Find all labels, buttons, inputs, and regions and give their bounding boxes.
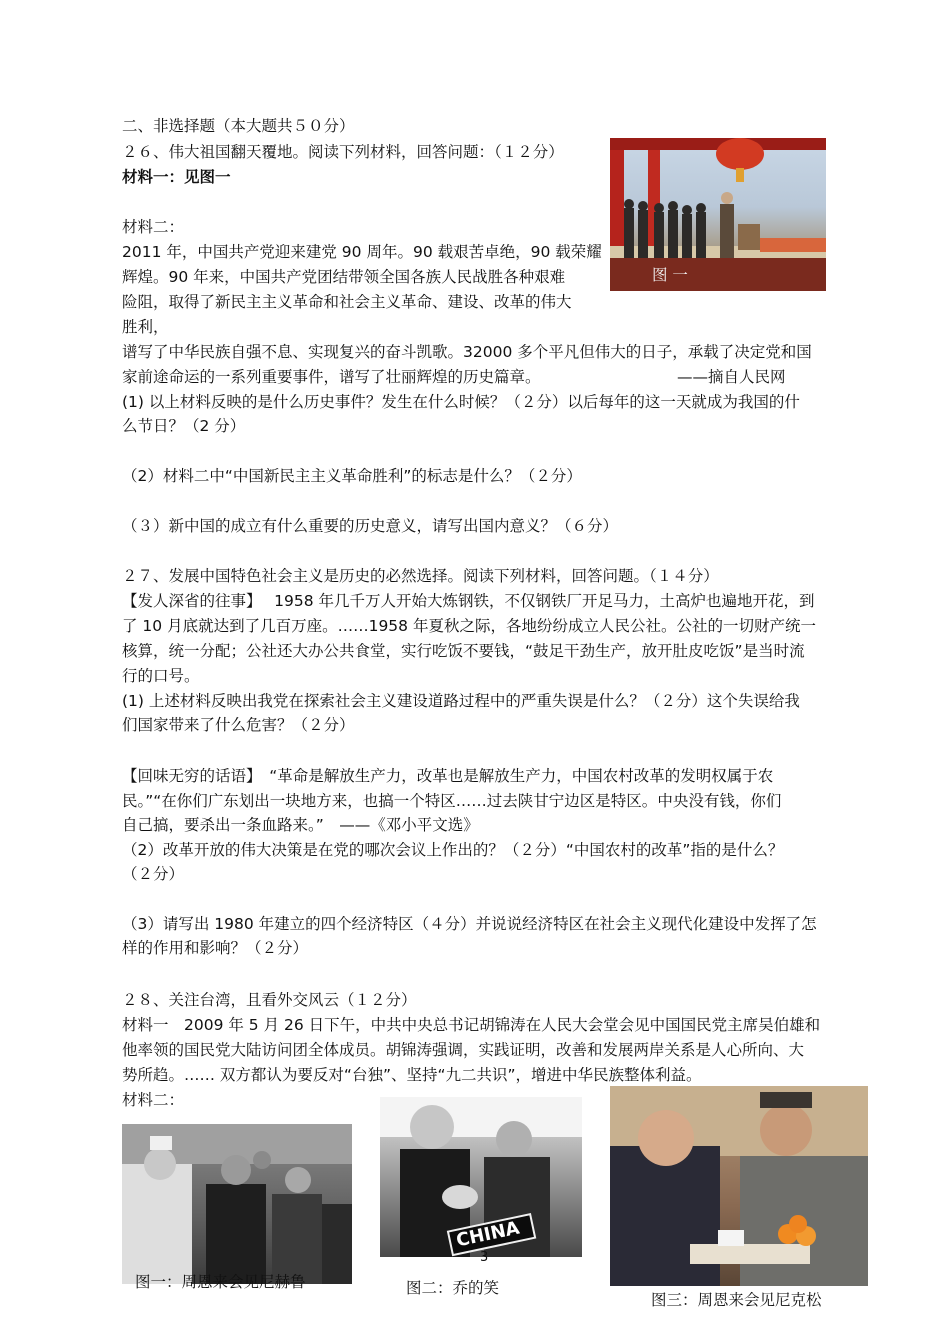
q26-m2-line: 辉煌。90 年来，中国共产党团结带领全国各族人民战胜各种艰难 <box>122 268 566 286</box>
q27-p2-line: 自己搞，要杀出一条血路来。” ——《邓小平文选》 <box>122 816 479 834</box>
q28-title: ２８、关注台湾，且看外交风云（１２分） <box>122 991 417 1009</box>
q26-material1: 材料一：见图一 <box>122 168 231 186</box>
q27-p1-line: 【发人深省的往事】 1958 年几千万人开始大炼钢铁，不仅钢铁厂开足马力，土高炉也遍地开花，到 <box>122 592 815 610</box>
q26-m2-line: 2011 年，中国共产党迎来建党 90 周年。90 载艰苦卓绝，90 载荣耀 <box>122 243 602 261</box>
q27-p2-line: 【回味无穷的话语】 “革命是解放生产力，改革也是解放生产力，中国农村改革的发明权属于农 <box>122 767 774 785</box>
q27-title: ２７、发展中国特色社会主义是历史的必然选择。阅读下列材料，回答问题。（１４分） <box>122 567 719 585</box>
q28-material2-label: 材料二： <box>122 1091 185 1109</box>
q26-source: ——摘自人民网 <box>677 368 786 386</box>
q27-sub3-line: 样的作用和影响？（２分） <box>122 939 309 957</box>
q28-m1-line: 势所趋。…… 双方都认为要反对“台独”、坚持“九二共识”，增进中华民族整体利益。 <box>122 1066 702 1084</box>
photo-zhou-nehru <box>122 1124 352 1284</box>
section-title: 二、非选择题（本大题共５０分） <box>122 117 355 135</box>
figure1-founding-ceremony-image <box>610 138 826 291</box>
caption-figure3: 图三：周恩来会见尼克松 <box>651 1291 822 1309</box>
q26-sub1-line: 么节日？（2 分） <box>122 417 246 435</box>
q26-material2-label: 材料二： <box>122 218 185 236</box>
founding-ceremony-painting <box>610 138 826 291</box>
photo-qiao-laugh <box>380 1097 582 1257</box>
q27-p2-line: 民。”“在你们广东划出一块地方来，也搞一个特区……过去陕甘宁边区是特区。中央没有钱，你们 <box>122 792 782 810</box>
q27-p1-line: 了 10 月底就达到了几百万座。……1958 年夏秋之际，各地纷纷成立人民公社。公社的一切财产统一 <box>122 617 816 635</box>
photo-zhou-nixon <box>610 1086 868 1286</box>
zhou-nehru-photo <box>122 1124 352 1284</box>
zhou-nixon-photo <box>610 1086 868 1286</box>
q28-m1-line: 材料一 2009 年 5 月 26 日下午，中共中央总书记胡锦涛在人民大会堂会见中国国民党主席吴伯雄和 <box>122 1016 821 1034</box>
q26-m2-line: 险阻，取得了新民主主义革命和社会主义革命、建设、改革的伟大 <box>122 293 572 311</box>
q27-p1-line: 核算，统一分配；公社还大办公共食堂，实行吃饭不要钱，“鼓足干劲生产，放开肚皮吃饭”是当时流 <box>122 642 805 660</box>
q27-sub1-line: (1) 上述材料反映出我党在探索社会主义建设道路过程中的严重失误是什么？（２分）这个失误给我 <box>122 692 800 710</box>
q26-m2-line: 胜利， <box>122 318 169 336</box>
q27-sub2-line: （２分） <box>122 865 185 883</box>
q27-sub3-line: （3）请写出 1980 年建立的四个经济特区（４分）并说说经济特区在社会主义现代化建设中发挥了怎 <box>122 915 817 933</box>
q26-m2-line: 家前途命运的一系列重要事件，谱写了壮丽辉煌的历史篇章。 <box>122 368 541 386</box>
q27-sub1-line: 们国家带来了什么危害？（２分） <box>122 716 355 734</box>
q28-m1-line: 他率领的国民党大陆访问团全体成员。胡锦涛强调，实践证明，改善和发展两岸关系是人心所向、大 <box>122 1041 805 1059</box>
page-number: 3 <box>480 1250 489 1265</box>
q27-p1-line: 行的口号。 <box>122 667 200 685</box>
china-sign-text: CHINA <box>454 1217 522 1252</box>
q26-title: ２６、伟大祖国翻天覆地。阅读下列材料，回答问题：（１２分） <box>122 143 564 161</box>
caption-figure2: 图二：乔的笑 <box>406 1279 500 1297</box>
q26-sub3: （３）新中国的成立有什么重要的历史意义，请写出国内意义？（６分） <box>122 517 619 535</box>
caption-figure1: 图一：周恩来会见尼赫鲁 <box>135 1273 306 1291</box>
figure1-caption: 图 一 <box>652 266 688 284</box>
q27-sub2-line: （2）改革开放的伟大决策是在党的哪次会议上作出的？（２分）“中国农村的改革”指的是什么？ <box>122 841 784 859</box>
q26-m2-line: 谱写了中华民族自强不息、实现复兴的奋斗凯歌。32000 多个平凡但伟大的日子，承载了决定党和国 <box>122 343 812 361</box>
q26-sub1-line: (1) 以上材料反映的是什么历史事件？发生在什么时候？（２分）以后每年的这一天就成为我国的什 <box>122 393 800 411</box>
q26-sub2: （2）材料二中“中国新民主主义革命胜利”的标志是什么？（２分） <box>122 467 582 485</box>
